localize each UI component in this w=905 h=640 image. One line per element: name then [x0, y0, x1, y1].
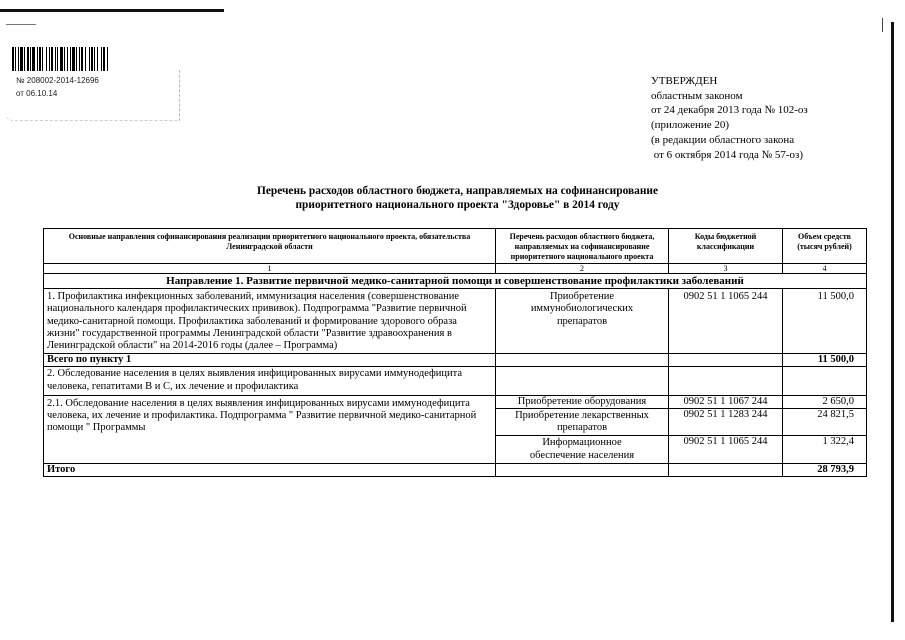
empty-cell: [496, 463, 669, 476]
item-1-expense: Приобретение иммунобиологических препаратов: [496, 289, 669, 354]
item-2-description: 2. Обследование населения в целях выявления инфицированных вирусами иммунодефицита человека, гепатитами В и С, их лечение и профилактика: [44, 367, 496, 395]
column-number: 1: [44, 264, 496, 274]
column-number: 3: [669, 264, 783, 274]
table-direction-row: [44, 274, 867, 289]
header-codes: Коды бюджетной классификации: [669, 229, 783, 264]
table-column-numbers-row: [44, 264, 867, 274]
item-1-code: 0902 51 1 1065 244: [669, 289, 783, 354]
item-2-1-code: 0902 51 1 1283 244: [669, 409, 783, 436]
grand-total-label: Итого: [44, 463, 496, 476]
document-title-line: Перечень расходов областного бюджета, направляемых на софинансирование: [256, 185, 659, 197]
table-row: [44, 289, 867, 354]
item-2-1-expense: Информационное обеспечение населения: [496, 436, 669, 463]
empty-cell: [496, 354, 669, 367]
table-header-row: [44, 229, 867, 264]
empty-cell: [669, 367, 783, 395]
scan-artifact-mark: [6, 24, 36, 25]
table-grand-total-row: [44, 463, 867, 476]
item-1-description: 1. Профилактика инфекционных заболеваний, иммунизация населения (совершенствование национального календаря профилактических прививок). Подпрограмма "Развитие первичной медико-санитарной помощи. Профилактика заболеваний и формирование здорового образа жизни" государственной программы Ленинградской области "Развитие здравоохранения в Ленинградской области" на 2014-2016 годы (далее – Программа): [44, 289, 496, 354]
document-title-line: приоритетного национального проекта "Здоровье" в 2014 году: [295, 199, 620, 211]
empty-cell: [783, 367, 867, 395]
registration-date: от 06.10.14: [16, 89, 58, 98]
scan-artifact-right-mark: [882, 18, 883, 32]
column-number: 2: [496, 264, 669, 274]
approval-line: от 24 декабря 2013 года № 102-оз: [651, 104, 808, 117]
approval-line: (приложение 20): [651, 119, 730, 132]
table-row: [44, 367, 867, 395]
empty-cell: [669, 463, 783, 476]
total-item-1-amount: 11 500,0: [783, 354, 867, 367]
item-2-1-amount: 2 650,0: [783, 395, 867, 408]
header-amount: Объем средств (тысяч рублей): [783, 229, 867, 264]
table-row: [44, 395, 867, 408]
approval-line: УТВЕРЖДЕН: [651, 75, 718, 87]
empty-cell: [496, 367, 669, 395]
approval-line: (в редакции областного закона: [651, 133, 795, 146]
grand-total-amount: 28 793,9: [783, 463, 867, 476]
item-2-1-description: 2.1. Обследование населения в целях выявления инфицированных вирусами иммунодефицита человека, их лечение и профилактика. Подпрограмма " Развитие первичной медико-санитарной помощи " Программы: [44, 395, 496, 463]
item-2-1-expense: Приобретение оборудования: [496, 395, 669, 408]
total-item-1-label: Всего по пункту 1: [44, 354, 496, 367]
item-2-1-code: 0902 51 1 1065 244: [669, 436, 783, 463]
header-directions: Основные направления софинансирования реализации приоритетного национального проекта, обязательства Ленинградской области: [44, 229, 496, 264]
expenses-table: [43, 228, 867, 477]
scan-artifact-right-edge: [891, 22, 894, 622]
item-2-1-code: 0902 51 1 1067 244: [669, 395, 783, 408]
registration-number: № 208002-2014-12696: [16, 76, 99, 85]
barcode-image: [12, 47, 142, 71]
item-2-1-expense: Приобретение лекарственных препаратов: [496, 409, 669, 436]
column-number: 4: [783, 264, 867, 274]
approval-line: от 6 октября 2014 года № 57-оз): [651, 148, 804, 161]
table-row: [44, 354, 867, 367]
header-expenses: Перечень расходов областного бюджета, направляемых на софинансирование приоритетного национального проекта: [496, 229, 669, 264]
approval-block: [651, 74, 808, 162]
item-2-1-amount: 1 322,4: [783, 436, 867, 463]
empty-cell: [669, 354, 783, 367]
item-2-1-amount: 24 821,5: [783, 409, 867, 436]
document-title: [0, 184, 905, 212]
item-1-amount: 11 500,0: [783, 289, 867, 354]
barcode: [12, 47, 142, 71]
approval-line: областным законом: [651, 89, 743, 102]
direction-heading: Направление 1. Развитие первичной медико-санитарной помощи и совершенствование профилактики заболеваний: [44, 274, 867, 289]
scan-artifact-top-line: [0, 9, 224, 12]
